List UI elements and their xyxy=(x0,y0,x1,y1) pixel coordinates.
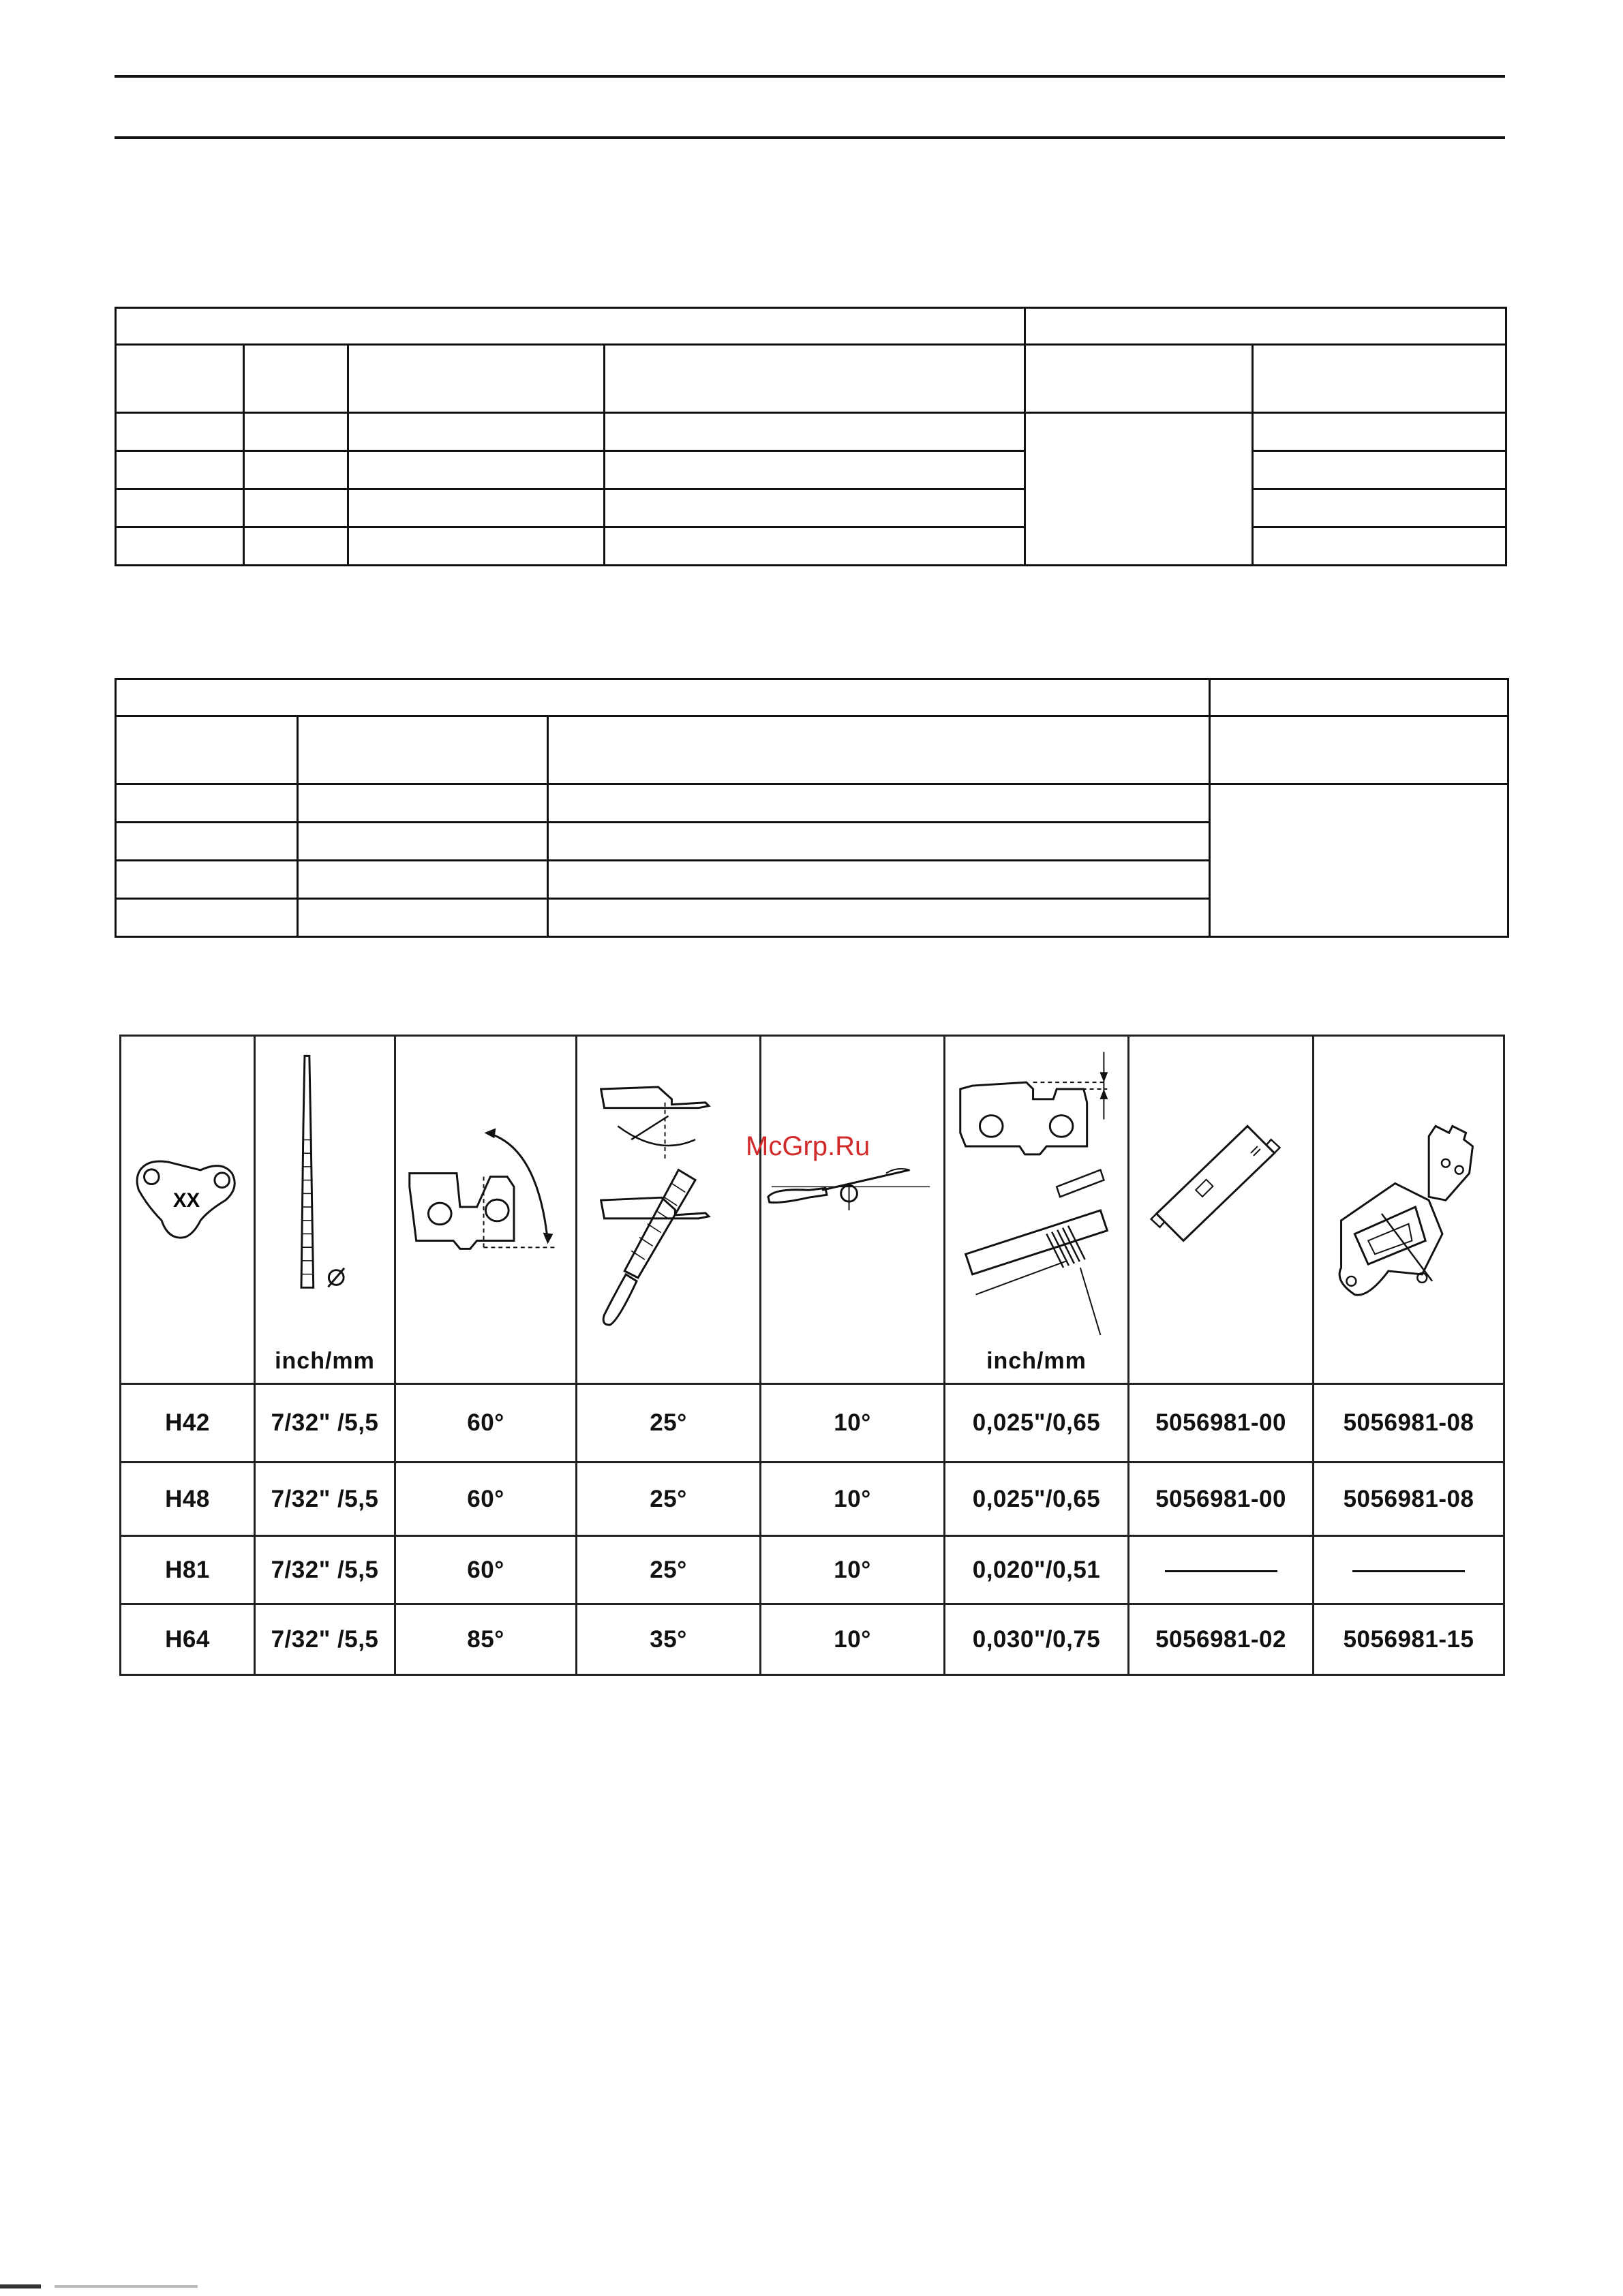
not-available-dash xyxy=(1165,1570,1277,1572)
filing-angle: 25° xyxy=(577,1384,761,1463)
depth-gauge-setting: 0,020"/0,51 xyxy=(945,1536,1129,1604)
file-size: 7/32" /5,5 xyxy=(255,1463,395,1536)
header-rule-bottom xyxy=(115,136,1505,139)
table1-header-right xyxy=(1025,308,1506,345)
depth-gauge-setting: 0,025"/0,65 xyxy=(945,1384,1129,1463)
footer-mark xyxy=(0,2284,41,2289)
round-file-cell xyxy=(255,1036,395,1384)
filing-angle: 25° xyxy=(577,1536,761,1604)
table2-header-left xyxy=(116,679,1210,716)
icon-header-row xyxy=(121,1036,1504,1384)
file-holder-cell xyxy=(761,1036,945,1384)
chain-type: H81 xyxy=(121,1536,255,1604)
table2-merged-cell xyxy=(1210,784,1508,937)
footer-text-smudge xyxy=(55,2285,198,2288)
table-row xyxy=(121,1536,1504,1604)
top-plate-angle: 60° xyxy=(395,1463,577,1536)
table-row xyxy=(121,1604,1504,1675)
chain-marking-cell xyxy=(121,1036,255,1384)
header-rule-top xyxy=(115,75,1505,78)
chain-type: H42 xyxy=(121,1384,255,1463)
file-unit-label: inch/mm xyxy=(275,1348,375,1374)
depth-gauge-cell xyxy=(945,1036,1129,1384)
filing-guide-part xyxy=(1314,1536,1504,1604)
filing-angle: 35° xyxy=(577,1604,761,1675)
filing-angle-cell xyxy=(577,1036,761,1384)
depth-gauge-tool-part xyxy=(1129,1536,1314,1604)
filing-guide-icon xyxy=(1314,1037,1503,1383)
depth-gauge-tool-part: 5056981-00 xyxy=(1129,1384,1314,1463)
not-available-dash xyxy=(1352,1570,1465,1572)
filing-guide-part: 5056981-15 xyxy=(1314,1604,1504,1675)
empty-table-1 xyxy=(115,307,1507,566)
table1-header-left xyxy=(116,308,1025,345)
file-size: 7/32" /5,5 xyxy=(255,1536,395,1604)
table2-header-right xyxy=(1210,679,1508,716)
file-size: 7/32" /5,5 xyxy=(255,1384,395,1463)
depth-gauge-tool-icon xyxy=(1129,1037,1312,1383)
file-holder-angle: 10° xyxy=(761,1536,945,1604)
top-plate-angle: 60° xyxy=(395,1536,577,1604)
table1-merged-cell xyxy=(1025,413,1252,566)
top-plate-angle-icon xyxy=(396,1037,575,1383)
chain-type: H48 xyxy=(121,1463,255,1536)
chain-marking-badge: XX xyxy=(172,1189,200,1212)
watermark: McGrp.Ru xyxy=(746,1131,870,1161)
depth-unit-label: inch/mm xyxy=(986,1348,1087,1374)
top-plate-angle: 85° xyxy=(395,1604,577,1675)
table-row xyxy=(121,1463,1504,1536)
top-plate-angle: 60° xyxy=(395,1384,577,1463)
depth-gauge-tool-part: 5056981-02 xyxy=(1129,1604,1314,1675)
top-plate-angle-cell xyxy=(395,1036,577,1384)
empty-table-2 xyxy=(115,678,1509,938)
filing-angle: 25° xyxy=(577,1463,761,1536)
file-holder-angle: 10° xyxy=(761,1384,945,1463)
file-holder-icon xyxy=(761,1037,943,1383)
filing-guide-cell xyxy=(1314,1036,1504,1384)
depth-gauge-icon xyxy=(945,1037,1127,1383)
depth-gauge-setting: 0,025"/0,65 xyxy=(945,1463,1129,1536)
depth-gauge-setting: 0,030"/0,75 xyxy=(945,1604,1129,1675)
round-file-icon xyxy=(256,1037,394,1383)
file-holder-angle: 10° xyxy=(761,1463,945,1536)
filing-angle-icon xyxy=(577,1037,759,1383)
filing-guide-part: 5056981-08 xyxy=(1314,1463,1504,1536)
chain-marking-icon xyxy=(121,1037,254,1383)
depth-gauge-tool-cell xyxy=(1129,1036,1314,1384)
file-holder-angle: 10° xyxy=(761,1604,945,1675)
filing-guide-part: 5056981-08 xyxy=(1314,1384,1504,1463)
file-size: 7/32" /5,5 xyxy=(255,1604,395,1675)
depth-gauge-tool-part: 5056981-00 xyxy=(1129,1463,1314,1536)
chain-type: H64 xyxy=(121,1604,255,1675)
table-row xyxy=(121,1384,1504,1463)
